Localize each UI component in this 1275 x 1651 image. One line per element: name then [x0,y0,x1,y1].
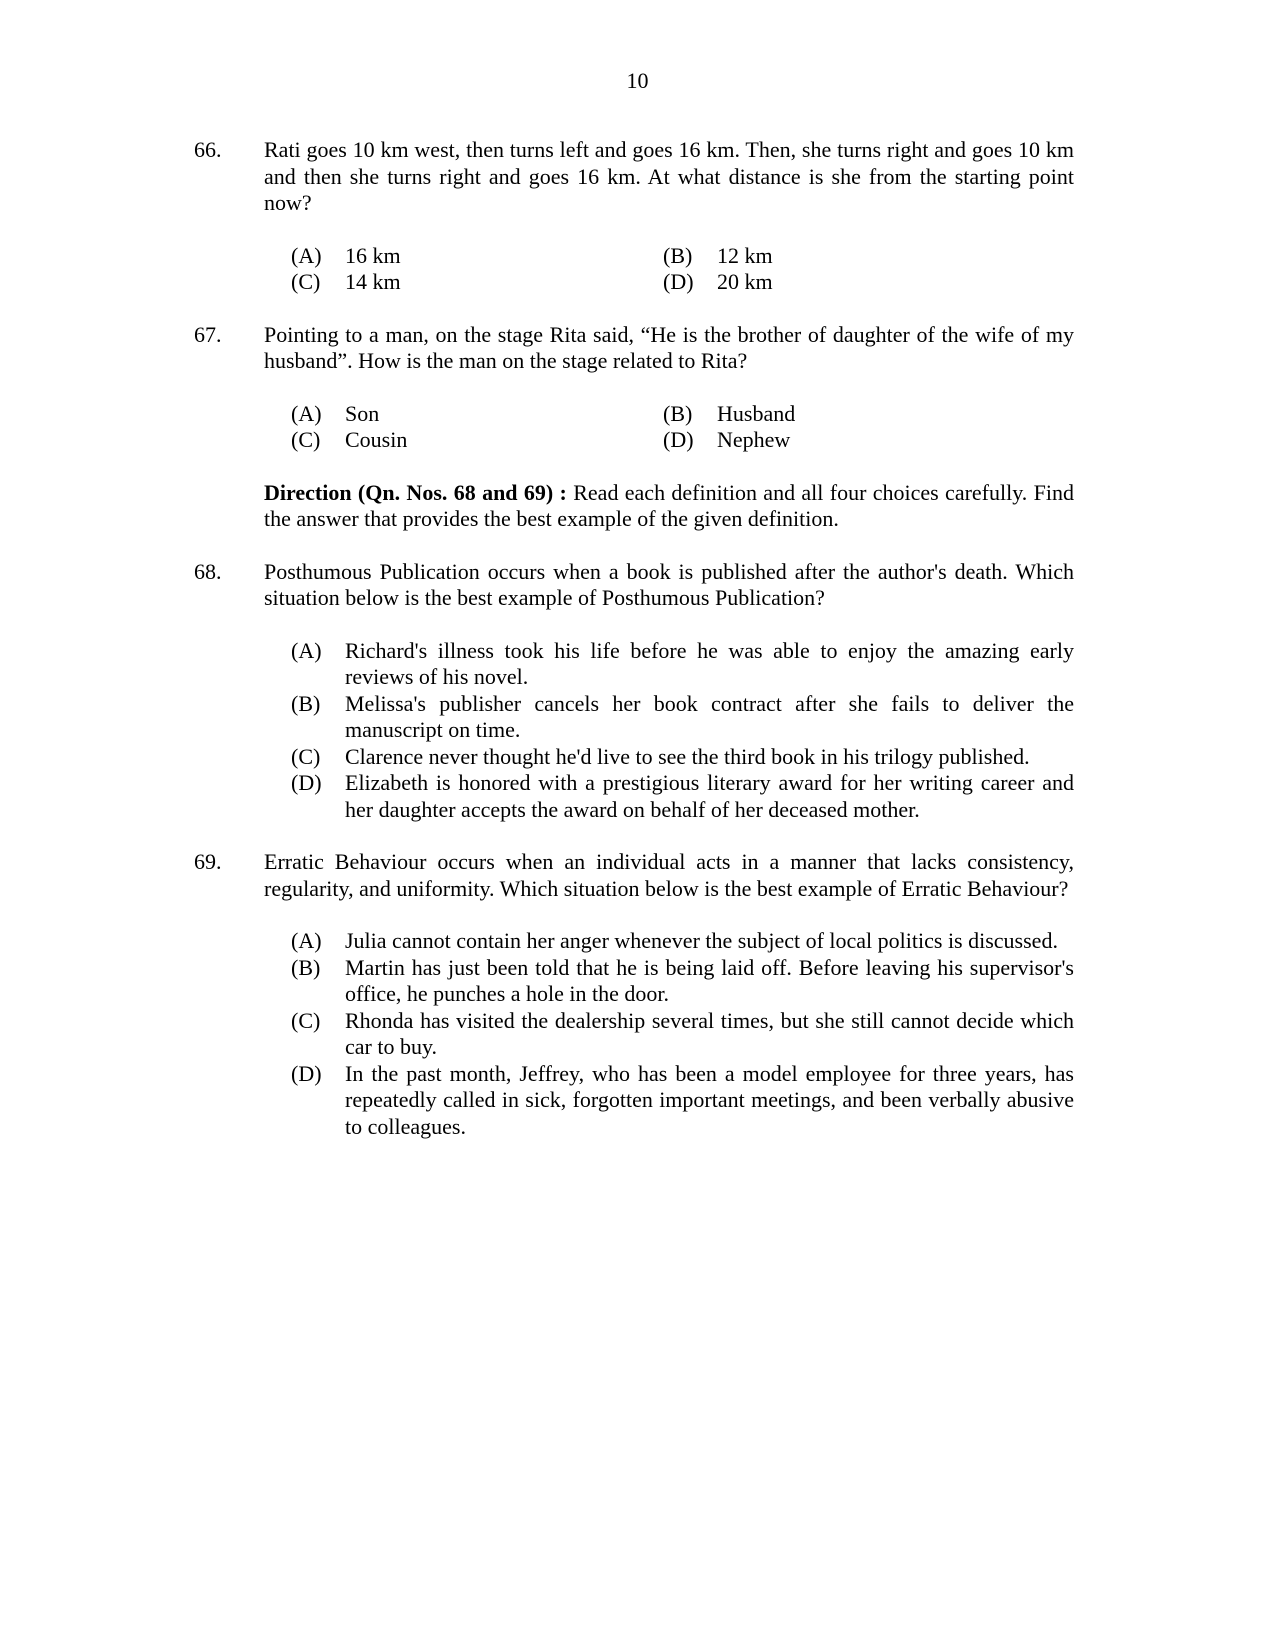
question-content [194,137,1074,1140]
option-text: 20 km [717,269,773,294]
option-c[interactable] [291,744,1074,771]
spacer [194,454,1074,480]
option-label: (C) [291,1007,321,1033]
option-label: (C) [291,743,321,769]
question-67 [194,322,1074,454]
option-b[interactable] [291,691,1074,744]
option-label: (A) [291,400,322,426]
option-label: (B) [663,400,693,426]
option-text: Nephew [717,427,791,452]
option-label: (B) [291,690,321,716]
option-a[interactable] [291,243,663,270]
question-text: Posthumous Publication occurs when a book is published after the author's death. Which situation below is the best example of Posthumous Publication? [264,558,1074,610]
option-text: Son [345,400,380,426]
question-number: 66. [194,137,222,162]
option-label: (D) [663,269,694,294]
option-b[interactable] [291,955,1074,1008]
options [291,401,1074,454]
option-text: Martin has just been told that he is being laid off. Before leaving his supervisor's office, he punches a hole in the door. [345,954,1074,1006]
option-label: (A) [291,928,322,953]
option-text: Melissa's publisher cancels her book contract after she fails to deliver the manuscript on time. [345,690,1074,742]
question-number: 68. [194,558,222,584]
option-text: 16 km [345,242,401,268]
options [291,243,1074,296]
option-label: (A) [291,242,322,268]
option-label: (C) [291,269,321,294]
option-label: (B) [663,242,693,268]
option-a[interactable] [291,401,663,428]
option-c[interactable] [291,269,663,296]
option-c[interactable] [291,427,663,454]
question-number: 67. [194,321,222,347]
question-69 [194,849,1074,1140]
option-text: Cousin [345,427,408,452]
option-a[interactable] [291,638,1074,691]
option-label: (B) [291,954,321,980]
option-text: 14 km [345,269,401,294]
option-text: Clarence never thought he'd live to see the third book in his trilogy published. [345,743,1030,769]
page-number: 10 [626,68,649,93]
option-label: (A) [291,637,322,663]
question-number: 69. [194,849,222,874]
direction-heading: Direction (Qn. Nos. 68 and 69) : [264,479,567,505]
option-text: Rhonda has visited the dealership several times, but she still cannot decide which car to buy. [345,1007,1074,1059]
question-text: Pointing to a man, on the stage Rita said, “He is the brother of daughter of the wife of my husband”. How is the man on the stage related to Rita? [264,321,1074,373]
direction-note [264,480,1074,533]
options [291,928,1074,1140]
option-label: (D) [291,770,322,795]
spacer [194,823,1074,849]
option-label: (D) [291,1060,322,1086]
options [291,638,1074,824]
option-b[interactable] [663,243,963,270]
option-b[interactable] [663,401,963,428]
question-66 [194,137,1074,296]
question-text: Erratic Behaviour occurs when an individual acts in a manner that lacks consistency, regularity, and uniformity. Which situation below is the best example of Erratic Behaviour? [264,849,1074,901]
option-d[interactable] [663,269,963,296]
option-d[interactable] [663,427,963,454]
spacer [194,533,1074,559]
option-a[interactable] [291,928,1074,955]
question-text: Rati goes 10 km west, then turns left and goes 16 km. Then, she turns right and goes 10 km and then she turns right and goes 16 km. At what distance is she from the starting point now? [264,137,1074,215]
direction-text: Read each definition and all four choices carefully. Find the answer that provides the best example of the given definition. [264,479,1074,531]
option-text: 12 km [717,242,773,268]
option-text: Elizabeth is honored with a prestigious literary award for her writing career and her daughter accepts the award on behalf of her deceased mother. [345,770,1074,822]
option-d[interactable] [291,1061,1074,1141]
option-label: (C) [291,427,321,452]
question-68 [194,559,1074,824]
option-text: Richard's illness took his life before he was able to enjoy the amazing early reviews of his novel. [345,637,1074,689]
option-text: Julia cannot contain her anger whenever the subject of local politics is discussed. [345,928,1058,953]
option-text: In the past month, Jeffrey, who has been a model employee for three years, has repeatedly called in sick, forgotten important meetings, and been verbally abusive to colleagues. [345,1060,1074,1139]
option-text: Husband [717,400,796,426]
option-c[interactable] [291,1008,1074,1061]
option-label: (D) [663,427,694,452]
option-d[interactable] [291,770,1074,823]
spacer [194,296,1074,322]
